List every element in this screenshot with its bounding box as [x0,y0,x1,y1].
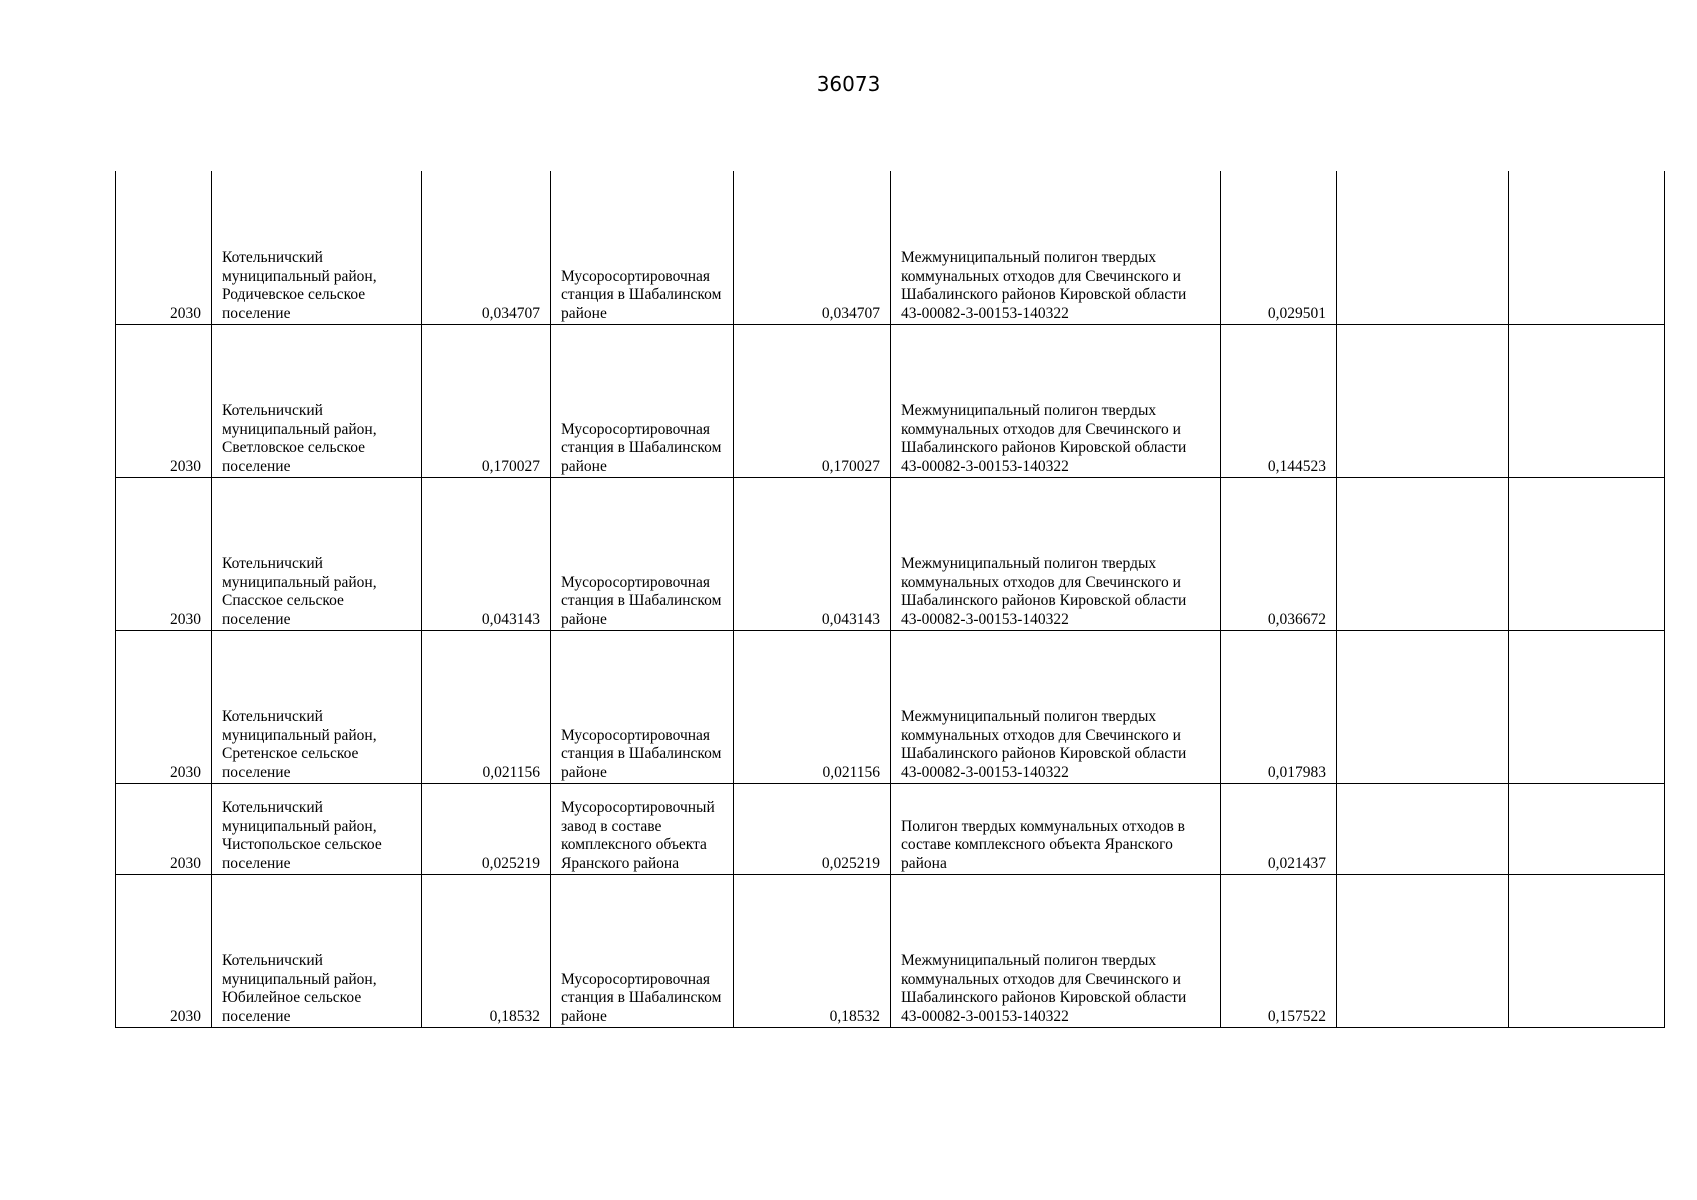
empty-cell [1509,874,1665,1027]
empty-cell [1509,171,1665,324]
empty-cell [1509,783,1665,874]
empty-cell [1509,477,1665,630]
table-row [116,171,1665,324]
mass-to-destination-cell: 0,021437 [1221,783,1337,874]
destination-cell: Межмуниципальный полигон твердых коммунальных отходов для Свечинского и Шабалинского районов Кировской области 43-00082-3-00153-140322 [891,324,1221,477]
destination-cell: Межмуниципальный полигон твердых коммунальных отходов для Свечинского и Шабалинского районов Кировской области 43-00082-3-00153-140322 [891,477,1221,630]
empty-cell [1337,324,1509,477]
mass-to-facility-cell: 0,170027 [734,324,891,477]
source-cell: Котельничский муниципальный район, Юбилейное сельское поселение [212,874,422,1027]
empty-cell [1337,477,1509,630]
year-cell: 2030 [116,874,212,1027]
source-cell: Котельничский муниципальный район, Спасское сельское поселение [212,477,422,630]
facility-cell: Мусоросортировочная станция в Шабалинском районе [551,874,734,1027]
table-row [116,324,1665,477]
mass-to-facility-cell: 0,043143 [734,477,891,630]
source-cell: Котельничский муниципальный район, Родичевское сельское поселение [212,171,422,324]
source-cell: Котельничский муниципальный район, Светловское сельское поселение [212,324,422,477]
empty-cell [1337,874,1509,1027]
empty-cell [1337,171,1509,324]
mass-to-destination-cell: 0,029501 [1221,171,1337,324]
waste-flow-table [115,171,1665,1028]
table-row [116,477,1665,630]
mass-to-facility-cell: 0,021156 [734,630,891,783]
destination-cell: Полигон твердых коммунальных отходов в составе комплексного объекта Яранского района [891,783,1221,874]
destination-cell: Межмуниципальный полигон твердых коммунальных отходов для Свечинского и Шабалинского районов Кировской области 43-00082-3-00153-140322 [891,630,1221,783]
mass-generated-cell: 0,025219 [422,783,551,874]
source-cell: Котельничский муниципальный район, Сретенское сельское поселение [212,630,422,783]
year-cell: 2030 [116,783,212,874]
year-cell: 2030 [116,477,212,630]
year-cell: 2030 [116,171,212,324]
mass-to-destination-cell: 0,017983 [1221,630,1337,783]
mass-to-facility-cell: 0,034707 [734,171,891,324]
table-row [116,630,1665,783]
empty-cell [1337,783,1509,874]
table-row [116,783,1665,874]
facility-cell: Мусоросортировочный завод в составе комплексного объекта Яранского района [551,783,734,874]
destination-cell: Межмуниципальный полигон твердых коммунальных отходов для Свечинского и Шабалинского районов Кировской области 43-00082-3-00153-140322 [891,171,1221,324]
mass-to-destination-cell: 0,036672 [1221,477,1337,630]
mass-generated-cell: 0,170027 [422,324,551,477]
mass-to-destination-cell: 0,157522 [1221,874,1337,1027]
mass-to-destination-cell: 0,144523 [1221,324,1337,477]
year-cell: 2030 [116,630,212,783]
mass-to-facility-cell: 0,18532 [734,874,891,1027]
facility-cell: Мусоросортировочная станция в Шабалинском районе [551,171,734,324]
year-cell: 2030 [116,324,212,477]
empty-cell [1337,630,1509,783]
mass-generated-cell: 0,043143 [422,477,551,630]
mass-generated-cell: 0,18532 [422,874,551,1027]
table-row [116,874,1665,1027]
facility-cell: Мусоросортировочная станция в Шабалинском районе [551,477,734,630]
destination-cell: Межмуниципальный полигон твердых коммунальных отходов для Свечинского и Шабалинского районов Кировской области 43-00082-3-00153-140322 [891,874,1221,1027]
source-cell: Котельничский муниципальный район, Чистопольское сельское поселение [212,783,422,874]
facility-cell: Мусоросортировочная станция в Шабалинском районе [551,630,734,783]
facility-cell: Мусоросортировочная станция в Шабалинском районе [551,324,734,477]
mass-to-facility-cell: 0,025219 [734,783,891,874]
mass-generated-cell: 0,021156 [422,630,551,783]
empty-cell [1509,324,1665,477]
mass-generated-cell: 0,034707 [422,171,551,324]
empty-cell [1509,630,1665,783]
page-number: 36073 [816,72,881,96]
